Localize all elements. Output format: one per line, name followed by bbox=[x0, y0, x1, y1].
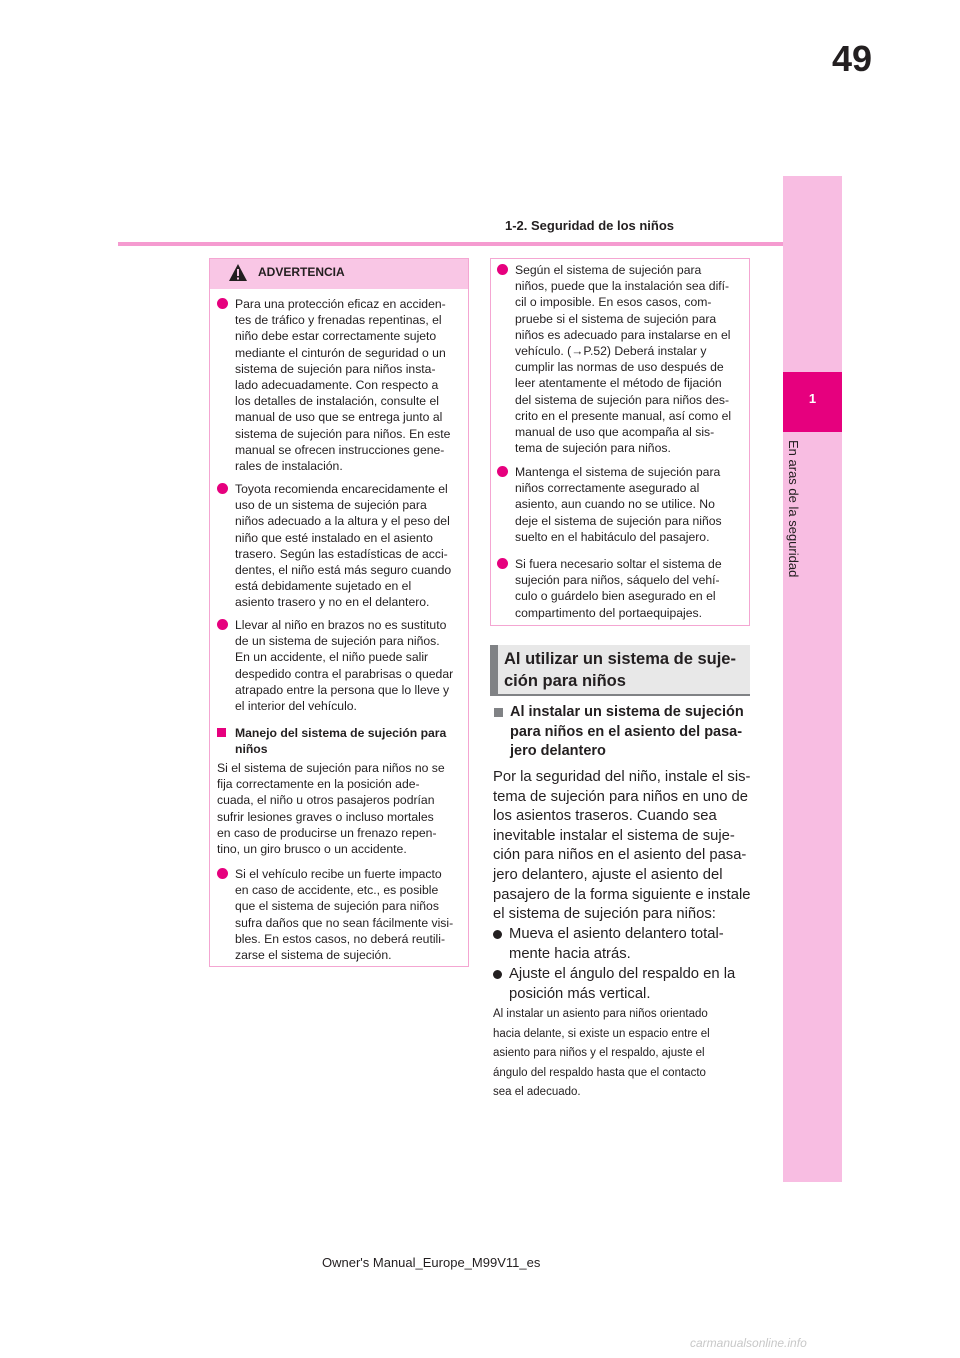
text-line: culo o guárdelo bien asegurado en el bbox=[515, 589, 716, 604]
text-line: asiento, aun cuando no se utilice. No bbox=[515, 497, 715, 512]
text-line: Para una protección eficaz en acciden- bbox=[235, 297, 446, 311]
instruction-bullet-text bbox=[509, 965, 735, 1004]
text-line: tema de sujeción para niños. bbox=[515, 441, 671, 456]
text-line: ción para niños bbox=[504, 672, 626, 690]
text-line: los detalles de instalación, consulte el bbox=[235, 394, 439, 409]
warning-item-text bbox=[515, 464, 722, 545]
bullet-dot bbox=[217, 868, 228, 879]
chapter-number: 1 bbox=[808, 391, 817, 406]
text-line: cuada, el niño u otros pasajeros podrían bbox=[217, 793, 435, 808]
text-line: el sistema de sujeción para niños: bbox=[493, 906, 716, 923]
text-line: que el sistema de sujeción para niños bbox=[235, 899, 439, 914]
text-line: sistema de sujeción para niños insta- bbox=[235, 361, 436, 376]
text-line: niños es adecuado para instalarse en el bbox=[515, 327, 731, 342]
text-line: dentes, el niño está más seguro cuando bbox=[235, 563, 452, 578]
bullet-dot bbox=[217, 483, 228, 494]
footer-manual-id: Owner's Manual_Europe_M99V11_es bbox=[322, 1255, 541, 1270]
text-line: Mantenga el sistema de sujeción para bbox=[515, 465, 721, 479]
warning-item-text bbox=[235, 296, 450, 474]
text-line: niños bbox=[235, 742, 268, 757]
section-heading-bar bbox=[490, 645, 498, 695]
text-line: bles. En estos casos, no deberá reutili- bbox=[235, 931, 446, 946]
text-line: Ajuste el ángulo del respaldo en la bbox=[509, 966, 736, 982]
text-line: Al instalar un sistema de sujeción bbox=[510, 704, 744, 720]
text-line: Manejo del sistema de sujeción para bbox=[235, 726, 447, 740]
chapter-title-text: En aras de la seguridad bbox=[786, 440, 801, 578]
text-line: Si fuera necesario soltar el sistema de bbox=[515, 557, 722, 571]
page-number: 49 bbox=[832, 38, 873, 79]
text-line: manual de uso que se entrega junto al bbox=[235, 410, 443, 425]
text-line: los asientos traseros. Cuando sea bbox=[493, 808, 717, 825]
text-line: deje el sistema de sujeción para niños bbox=[515, 513, 722, 528]
text-line: sistema de sujeción para niños. En este bbox=[235, 426, 451, 441]
text-line: manual se ofrecen instrucciones gene- bbox=[235, 442, 445, 457]
square-bullet-icon bbox=[494, 708, 503, 717]
text-line: leer atentamente el método de fijación bbox=[515, 376, 722, 391]
warning-subheading-text bbox=[235, 725, 446, 757]
text-line: tes de tráfico y frenadas repentinas, el bbox=[235, 313, 442, 328]
warning-item-text bbox=[515, 556, 722, 621]
text-line: asiento trasero y no en el delantero. bbox=[235, 595, 430, 610]
text-line: inevitable instalar el sistema de suje- bbox=[493, 827, 735, 844]
text-line: sea el adecuado. bbox=[493, 1086, 581, 1098]
section-title: 1-2. Seguridad de los niños bbox=[505, 218, 675, 233]
text-line: ángulo del respaldo hasta que el contacto bbox=[493, 1066, 706, 1079]
body-paragraph bbox=[493, 768, 758, 925]
warning-triangle-icon bbox=[228, 263, 248, 288]
text-line: está debidamente sujetado en el bbox=[235, 579, 412, 594]
bullet-dot bbox=[217, 298, 228, 309]
text-line: Llevar al niño en brazos no es sustituto bbox=[235, 618, 447, 632]
bullet-dot bbox=[493, 930, 502, 939]
section-heading-rule bbox=[490, 694, 750, 696]
text-line: suelto en el habitáculo del pasajero. bbox=[515, 529, 710, 544]
text-line: del sistema de sujeción para niños des- bbox=[515, 392, 730, 407]
text-line: jero delantero, ajuste el asiento del bbox=[493, 866, 723, 883]
text-line: lado adecuadamente. Con respecto a bbox=[235, 378, 439, 393]
text-line: el interior del vehículo. bbox=[235, 699, 357, 714]
text-line: rales de instalación. bbox=[235, 459, 343, 474]
text-line: vehículo. (→P.52) Deberá instalar y bbox=[515, 344, 707, 359]
square-bullet-icon bbox=[217, 728, 226, 737]
text-line: niños correctamente asegurado al bbox=[515, 481, 700, 496]
text-line: de un sistema de sujeción para niños. bbox=[235, 634, 440, 649]
text-line: para niños en el asiento del pasa- bbox=[510, 723, 743, 740]
text-line: ción para niños en el asiento del pasa- bbox=[493, 847, 747, 864]
section-heading bbox=[504, 648, 744, 692]
text-line: mente hacia atrás. bbox=[509, 945, 631, 962]
text-line: fija correctamente en la posición ade- bbox=[217, 777, 420, 792]
bullet-dot bbox=[497, 264, 508, 275]
warning-item-text bbox=[235, 866, 453, 963]
subsection-heading bbox=[510, 703, 755, 762]
text-line: pruebe si el sistema de sujeción para bbox=[515, 311, 717, 326]
text-line: trasero. Según las estadísticas de acci- bbox=[235, 546, 448, 561]
warning-sub-paragraph bbox=[217, 760, 465, 857]
text-line: Al instalar un asiento para niños orientado bbox=[493, 1008, 708, 1020]
text-line: mediante el cinturón de seguridad o un bbox=[235, 345, 446, 360]
chapter-side-strip bbox=[783, 176, 842, 1182]
bullet-dot bbox=[497, 558, 508, 569]
text-line: niños, puede que la instalación sea difí- bbox=[515, 279, 730, 294]
text-line: uso de un sistema de sujeción para bbox=[235, 498, 427, 513]
text-line: niños adecuado a la altura y el peso del bbox=[235, 514, 450, 529]
text-line: atrapado entre la persona que lo lleve y bbox=[235, 682, 450, 697]
text-line: en caso de accidente, etc., es posible bbox=[235, 883, 439, 898]
text-line: asiento para niños y el respaldo, ajuste el bbox=[493, 1047, 705, 1059]
warning-item-text bbox=[235, 481, 451, 611]
text-line: jero delantero bbox=[510, 743, 606, 759]
text-line: En un accidente, el niño puede salir bbox=[235, 650, 429, 665]
text-line: sujeción para niños, sáquelo del vehí- bbox=[515, 573, 720, 588]
text-line: despedido contra el parabrisas o quedar bbox=[235, 666, 454, 681]
text-line: Si el vehículo recibe un fuerte impacto bbox=[235, 867, 442, 881]
warning-item-text bbox=[515, 262, 731, 456]
text-line: compartimento del portaequipajes. bbox=[515, 605, 702, 620]
warning-item-text bbox=[235, 617, 453, 714]
text-line: Al utilizar un sistema de suje- bbox=[504, 650, 736, 668]
text-line: niño que esté instalado en el asiento bbox=[235, 530, 433, 545]
text-line: sufra daños que no sean fácilmente visi- bbox=[235, 915, 454, 930]
text-line: manual de uso que acompaña al sis- bbox=[515, 425, 715, 440]
text-line: cumplir las normas de uso después de bbox=[515, 360, 724, 375]
text-line: posición más vertical. bbox=[509, 985, 651, 1002]
chapter-title bbox=[786, 440, 804, 620]
instruction-bullet-text bbox=[509, 925, 724, 964]
header-rule bbox=[118, 242, 785, 246]
warning-title: ADVERTENCIA bbox=[258, 265, 345, 279]
bullet-dot bbox=[497, 466, 508, 477]
watermark: carmanualsonline.info bbox=[690, 1336, 807, 1350]
text-line: Si el sistema de sujeción para niños no se bbox=[217, 761, 445, 775]
text-line: Por la seguridad del niño, instale el sis- bbox=[493, 769, 751, 785]
text-line: hacia delante, si existe un espacio entre el bbox=[493, 1027, 710, 1040]
bullet-dot bbox=[493, 970, 502, 979]
text-line: crito en el presente manual, así como el bbox=[515, 408, 732, 423]
text-line: niño debe estar correctamente sujeto bbox=[235, 329, 437, 344]
bullet-dot bbox=[217, 619, 228, 630]
text-line: Según el sistema de sujeción para bbox=[515, 263, 702, 277]
text-line: Toyota recomienda encarecidamente el bbox=[235, 482, 448, 496]
text-line: tino, un giro brusco o un accidente. bbox=[217, 842, 407, 857]
note-paragraph bbox=[493, 1005, 748, 1103]
text-line: Mueva el asiento delantero total- bbox=[509, 926, 724, 942]
text-line: cil o imposible. En esos casos, com- bbox=[515, 295, 712, 310]
text-line: tema de sujeción para niños en uno de bbox=[493, 788, 749, 805]
text-line: pasajero de la forma siguiente e instale bbox=[493, 886, 751, 903]
text-line: zarse el sistema de sujeción. bbox=[235, 948, 392, 963]
text-line: en caso de producirse un frenazo repen- bbox=[217, 825, 437, 840]
text-line: sufrir lesiones graves o incluso mortales bbox=[217, 809, 434, 824]
